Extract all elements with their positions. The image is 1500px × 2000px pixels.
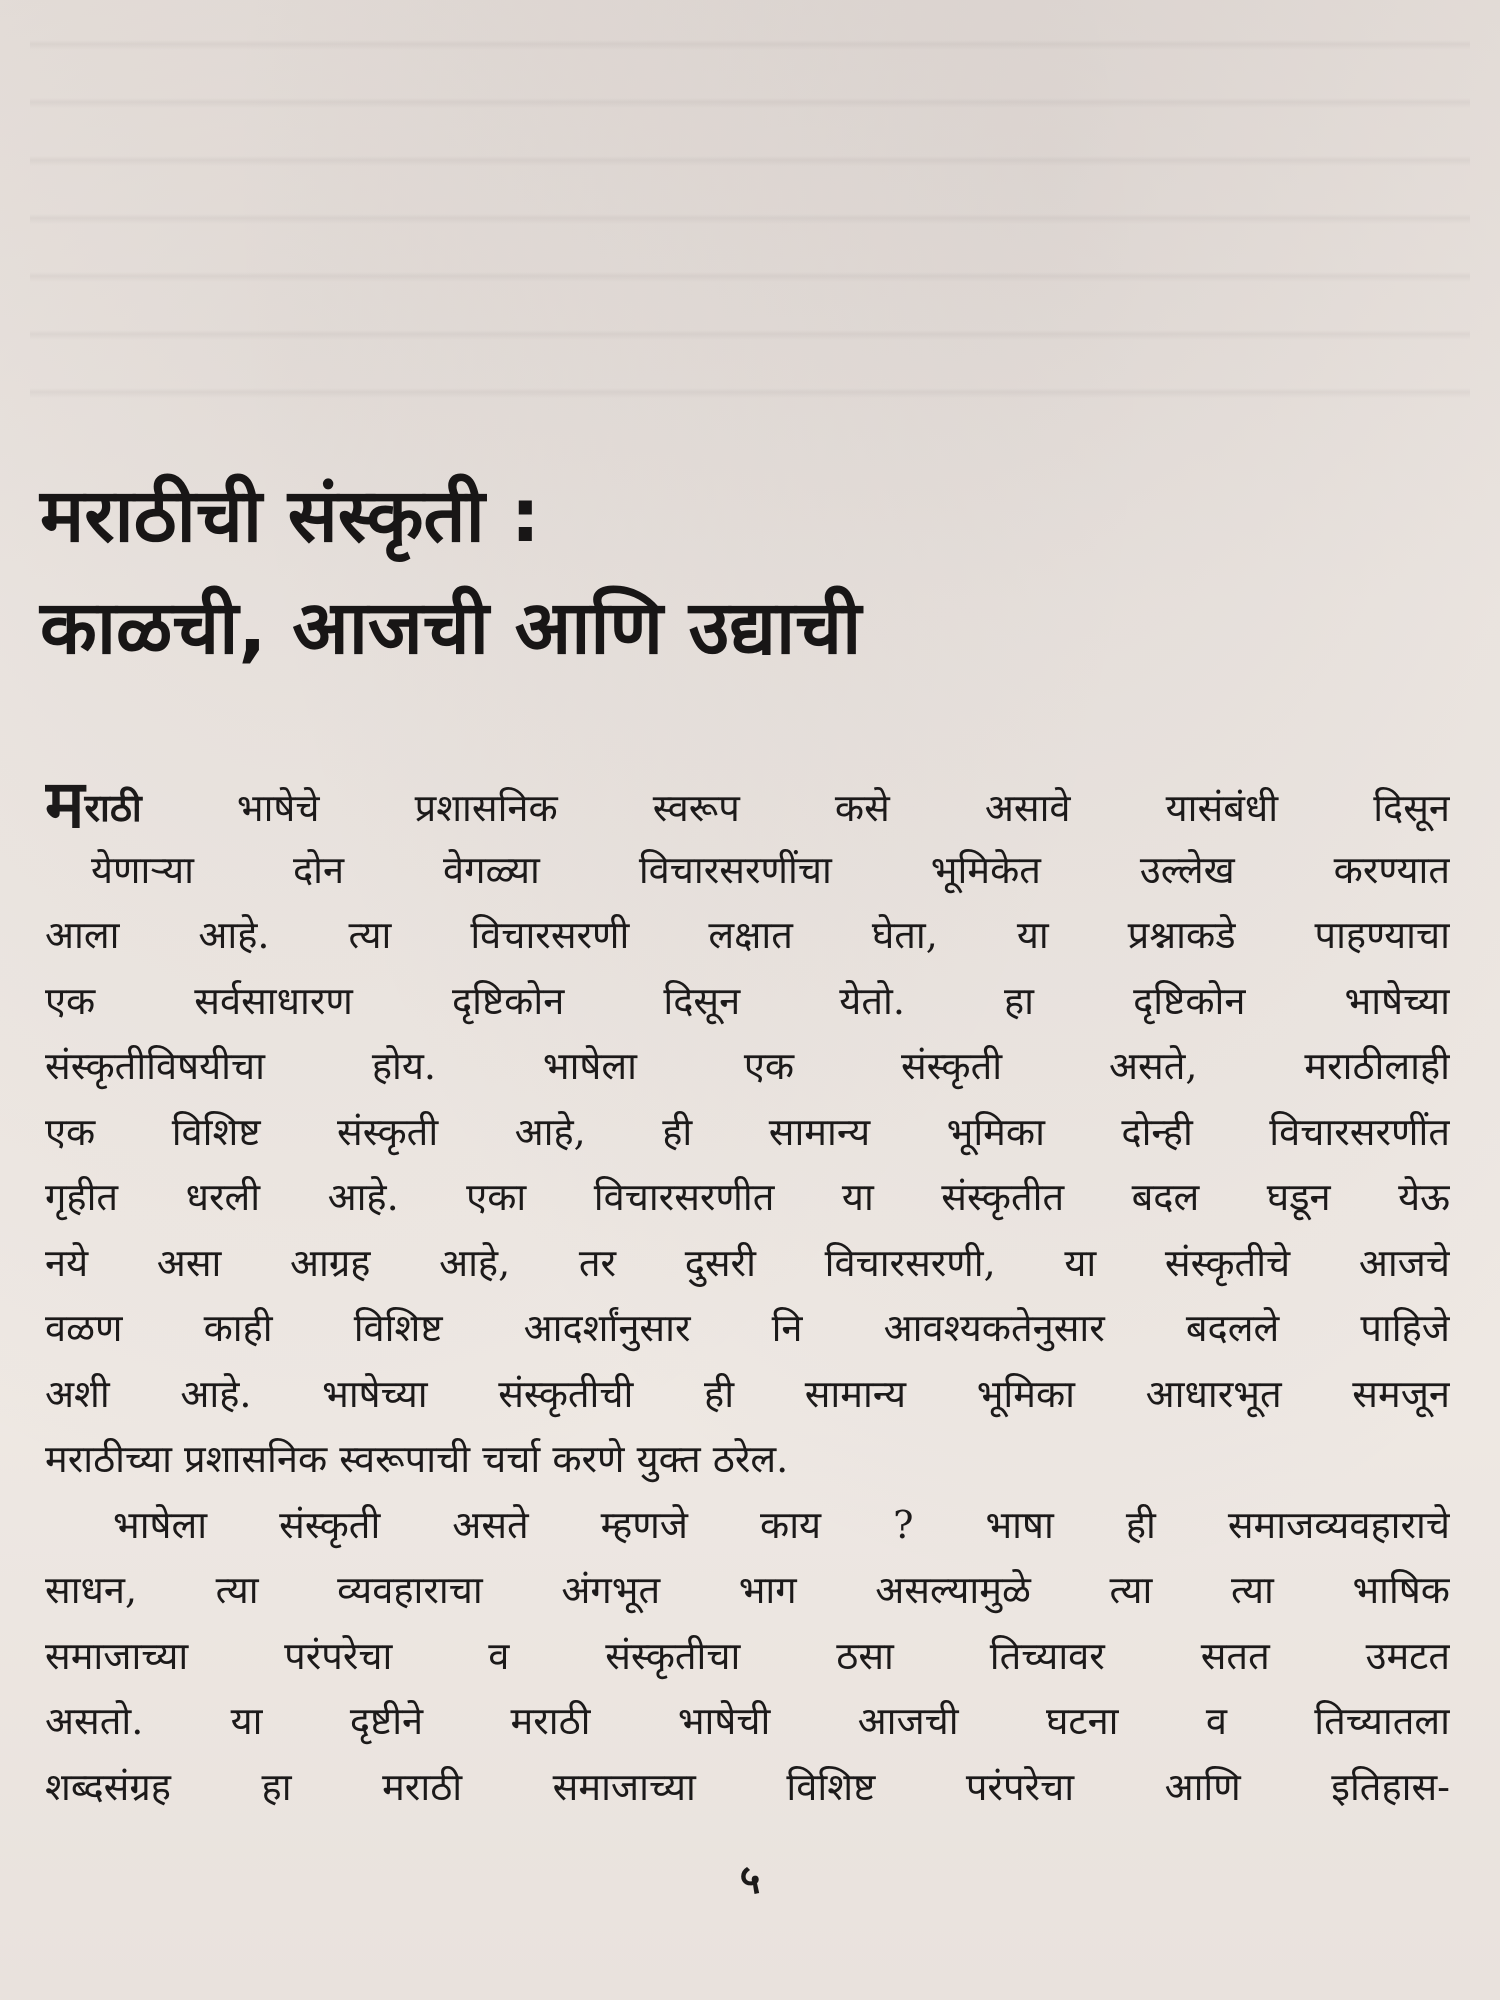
text-line-1-rest: भाषेचे प्रशासनिक स्वरूप कसे असावे यासंबंधी दिसून (141, 786, 1450, 830)
text-line-2: येणाऱ्या दोन वेगळ्या विचारसरणींचा भूमिकेत उल्लेख करण्यात (91, 847, 1450, 892)
text-line-10: अशी आहे. भाषेच्या संस्कृतीची ही सामान्य भूमिका आधारभूत समजून (45, 1371, 1450, 1416)
chapter-title-line-2: काळची, आजची आणि उद्याची (40, 585, 862, 671)
page-number: ५ (739, 1856, 761, 1903)
text-line-5: संस्कृतीविषयीचा होय. भाषेला एक संस्कृती असते, मराठीलाही (45, 1044, 1450, 1088)
text-line-15: असतो. या दृष्टीने मराठी भाषेची आजची घटना व तिच्यातला (45, 1699, 1450, 1743)
text-line-9: वळण काही विशिष्ट आदर्शांनुसार नि आवश्यकतेनुसार बदलले पाहिजे (45, 1306, 1450, 1350)
text-line-16: शब्दसंग्रह हा मराठी समाजाच्या विशिष्ट परंपरेचा आणि इतिहास- (45, 1764, 1450, 1809)
text-line-7: गृहीत धरली आहे. एका विचारसरणीत या संस्कृतीत बदल घडून येऊ (45, 1175, 1450, 1219)
chapter-title-line-1: मराठीची संस्कृती : (40, 473, 541, 559)
first-word-rest: राठी (84, 786, 142, 830)
text-line-1 (45, 772, 1450, 838)
text-line-13: साधन, त्या व्यवहाराचा अंगभूत भाग असल्यामुळे त्या त्या भाषिक (45, 1568, 1450, 1612)
text-line-11: मराठीच्या प्रशासनिक स्वरूपाची चर्चा करणे युक्त ठरेल. (45, 1437, 789, 1481)
text-line-12: भाषेला संस्कृती असते म्हणजे काय ? भाषा ही समाजव्यवहाराचे (113, 1502, 1450, 1547)
bleed-through-texture (30, 10, 1470, 430)
drop-cap: म (45, 772, 85, 838)
text-line-3: आला आहे. त्या विचारसरणी लक्षात घेता, या प्रश्नाकडे पाहण्याचा (45, 913, 1450, 957)
text-line-6: एक विशिष्ट संस्कृती आहे, ही सामान्य भूमिका दोन्ही विचारसरणींत (45, 1109, 1450, 1154)
text-line-4: एक सर्वसाधारण दृष्टिकोन दिसून येतो. हा दृष्टिकोन भाषेच्या (45, 978, 1450, 1023)
text-line-14: समाजाच्या परंपरेचा व संस्कृतीचा ठसा तिच्यावर सतत उमटत (45, 1633, 1450, 1678)
body-text (45, 772, 1450, 1820)
text-line-8: नये असा आग्रह आहे, तर दुसरी विचारसरणी, या संस्कृतीचे आजचे (45, 1240, 1450, 1285)
first-word (45, 772, 142, 838)
